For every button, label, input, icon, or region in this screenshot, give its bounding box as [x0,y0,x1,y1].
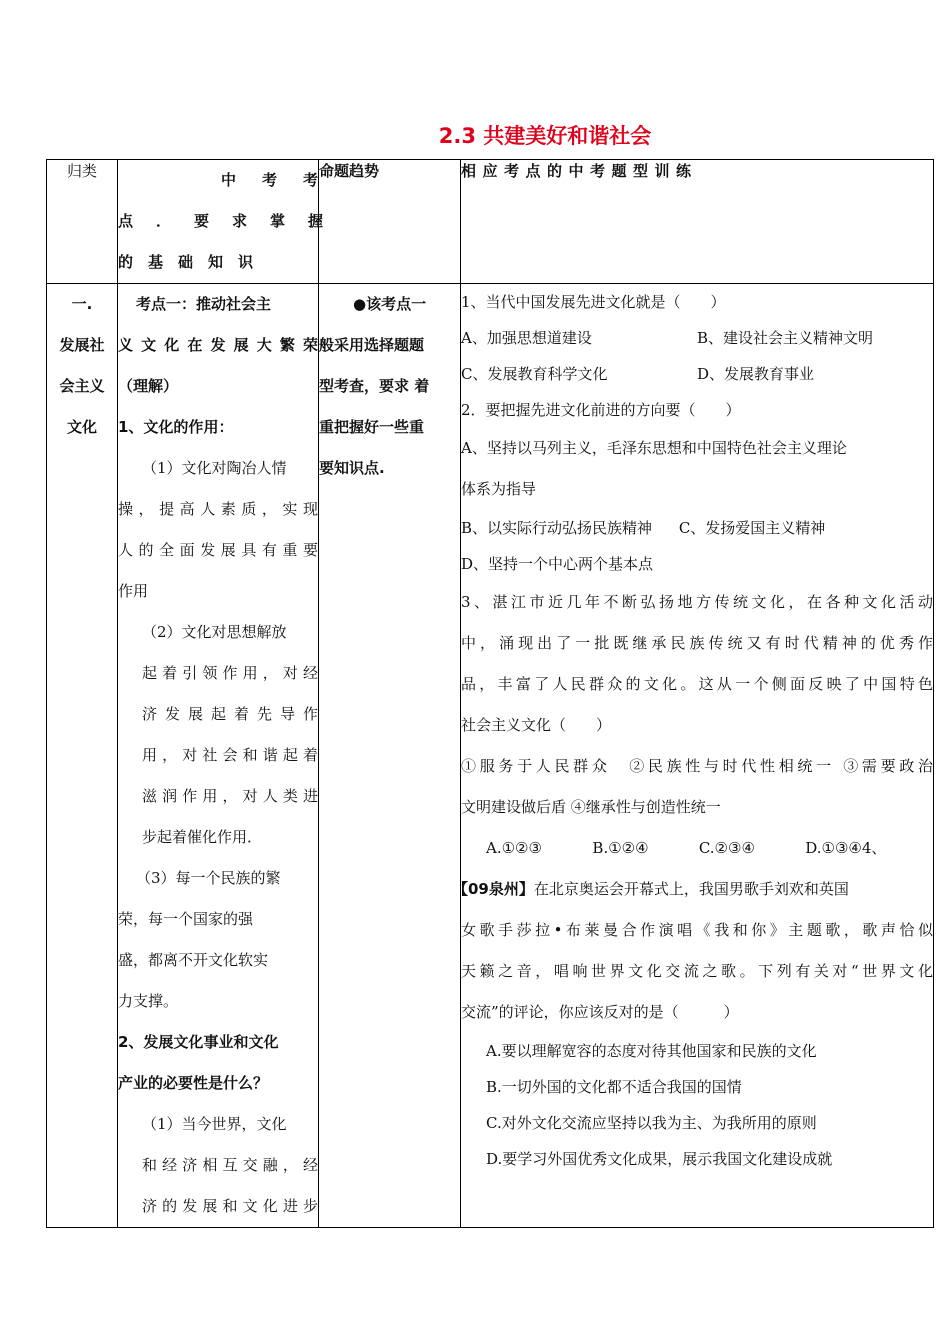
header-knowledge-line2: 点．要求掌握 [118,212,347,230]
question-3: ①服务于人民群众 ②民族性与时代性相统一 ③需要政治 [461,757,933,775]
option: B.①②④ [592,839,649,857]
trend-line: ●该考点一 [353,295,427,313]
question-4: 天籁之音，唱响世界文化交流之歌。下列有关对“世界文化 [461,962,933,980]
question-source-tag: 【09泉州】 [453,880,534,898]
question-3: 品，丰富了人民群众的文化。这从一个侧面反映了中国特色 [461,675,933,693]
question-3-options [461,828,933,869]
category-line1: 一. [71,295,93,313]
option: A.要以理解宽容的态度对待其他国家和民族的文化 [486,1042,817,1060]
knowledge-line: （2）文化对思想解放 [142,623,287,641]
header-trend: 命题趋势 [319,160,461,284]
knowledge-line: 作用 [118,582,149,600]
knowledge-line: 荣，每一个国家的强 [118,910,254,928]
header-knowledge-line1: 中考考 [220,171,344,189]
question-4: 交流”的评论，你应该反对的是（ ） [461,1003,739,1021]
knowledge-line: 和经济相互交融，经 [142,1156,318,1174]
category-line2: 发展社 [59,336,105,354]
question-1: 1、当代中国发展先进文化就是（ ） [461,293,726,311]
question-2-options-bc [461,510,933,546]
option: D、坚持一个中心两个基本点 [461,555,654,573]
knowledge-line: 盛，都离不开文化软实 [118,951,269,969]
knowledge-heading: 2、发展文化事业和文化 [118,1033,279,1051]
header-category: 归类 [47,160,118,284]
option: A、坚持以马列主义，毛泽东思想和中国特色社会主义理论 [461,439,847,457]
header-knowledge [118,160,347,284]
knowledge-line: 用，对社会和谐起着 [142,746,318,764]
option: D.①③④4、 [805,839,887,857]
page-title: 2.3 共建美好和谐社会 [438,124,652,148]
option: C.对外文化交流应坚持以我为主、为我所用的原则 [486,1114,817,1132]
trend-line: 重把握好一些重 [319,418,425,436]
header-knowledge-line3: 的基础知识 [118,253,269,271]
question-1-options-ab [461,320,933,356]
knowledge-heading: 产业的必要性是什么？ [118,1074,269,1092]
knowledge-cell [118,284,319,1228]
trend-cell [319,284,461,1228]
question-3: 文明建设做后盾 ④继承性与创造性统一 [461,798,721,816]
option: B、以实际行动弘扬民族精神 [461,519,653,537]
option: C.②③④ [698,839,755,857]
content-row [47,284,934,1228]
option: D.要学习外国优秀文化成果，展示我国文化建设成就 [486,1150,833,1168]
category-line4: 文化 [66,418,97,436]
option: D、发展教育事业 [697,365,815,383]
option: A、加强思想道建设 [461,329,592,347]
knowledge-point-title: 义文化在发展大繁荣 [118,336,318,354]
option: A.①②③ [486,839,542,857]
trend-line: 要知识点. [319,459,385,477]
question-1-options-cd [461,356,933,392]
questions-cell [453,284,934,1228]
trend-line: 般采用选择题题 [319,336,425,354]
knowledge-line: 步起着催化作用． [142,828,263,846]
question-4-text: 在北京奥运会开幕式上，我国男歌手刘欢和英国 [533,880,849,898]
knowledge-heading: 1、文化的作用： [118,418,234,436]
category-line3: 会主义 [59,377,105,395]
knowledge-point-title: （理解） [118,377,179,395]
question-3: 中，涌现出了一批既继承民族传统又有时代精神的优秀作 [461,634,933,652]
knowledge-line: 济发展起着先导作 [142,705,318,723]
knowledge-line: 操，提高人素质，实现 [118,500,318,518]
knowledge-point-title: 考点一：推动社会主 [136,295,272,313]
knowledge-line: （1）文化对陶冶人情 [142,459,287,477]
knowledge-line: 力支撑。 [118,992,179,1010]
knowledge-line: 人的全面发展具有重要 [118,541,318,559]
knowledge-line: 滋润作用，对人类进 [142,787,318,805]
option: 体系为指导 [461,480,537,498]
header-row [47,160,934,284]
trend-line: 型考查，要求 着 [319,377,430,395]
knowledge-line: （3）每一个民族的繁 [136,869,281,887]
option: B、建设社会主义精神文明 [697,329,874,347]
knowledge-line: （1）当今世界，文化 [142,1115,287,1133]
question-3: 社会主义文化（ ） [461,716,612,734]
category-cell [47,284,118,1228]
header-training: 相应考点的中考题型训练 [461,160,934,284]
knowledge-line: 济的发展和文化进步 [142,1197,318,1215]
option: C、发展教育科学文化 [461,365,608,383]
option: B.一切外国的文化都不适合我国的国情 [486,1078,742,1096]
question-2: 2．要把握先进文化前进的方向要（ ） [461,401,741,419]
option: C、发扬爱国主义精神 [678,519,826,537]
question-4: 女歌手莎拉•布莱曼合作演唱《我和你》主题歌，歌声恰似 [461,921,933,939]
question-3: 3、湛江市近几年不断弘扬地方传统文化，在各种文化活动 [461,593,933,611]
question-4 [453,869,933,910]
knowledge-line: 起着引领作用，对经 [142,664,318,682]
study-table [46,159,934,1228]
